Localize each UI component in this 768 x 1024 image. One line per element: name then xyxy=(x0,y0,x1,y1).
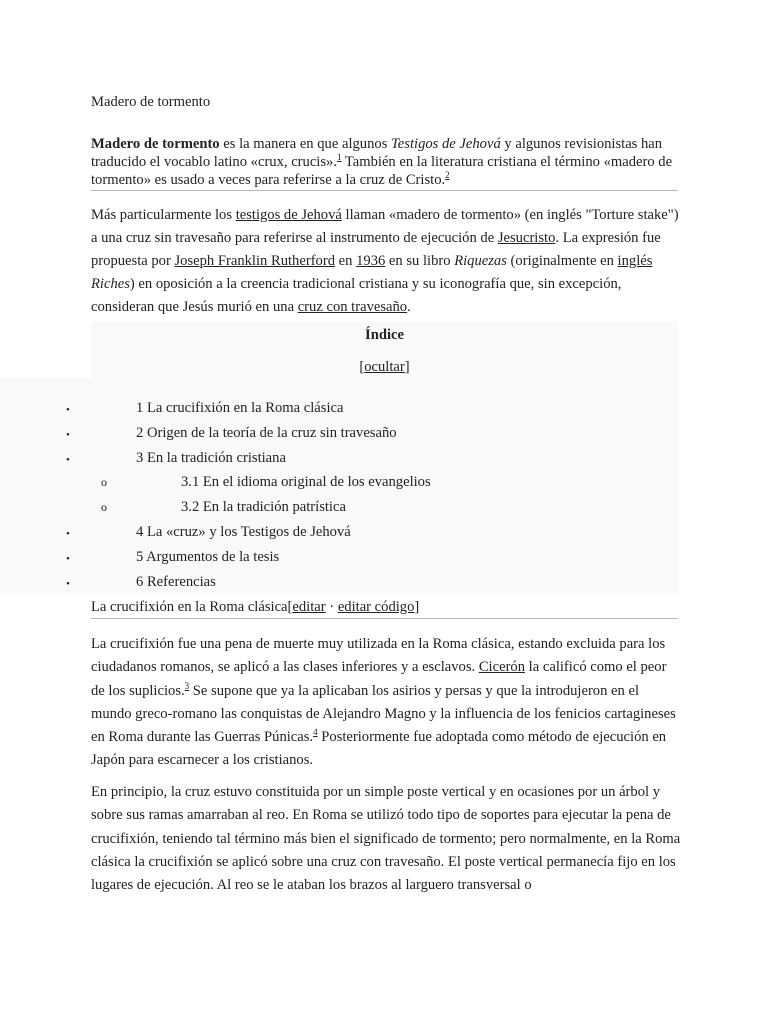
divider xyxy=(91,190,678,191)
bracket: [ xyxy=(359,359,365,375)
reference-link[interactable]: 2 xyxy=(445,170,450,181)
sub-bullet-icon: o xyxy=(101,500,107,514)
divider xyxy=(91,618,678,619)
paragraph-text: en su libro xyxy=(385,253,455,269)
separator: · xyxy=(325,599,338,615)
paragraph-text: en xyxy=(335,253,357,269)
link-testigos[interactable]: testigos de Jehová xyxy=(235,207,342,223)
link-rutherford[interactable]: Joseph Franklin Rutherford xyxy=(174,253,336,269)
link-1936[interactable]: 1936 xyxy=(356,253,386,269)
link-ciceron[interactable]: Cicerón xyxy=(478,659,526,676)
toc-title: Índice xyxy=(365,327,404,343)
section-heading-text: La crucifixión en la Roma clásica xyxy=(91,599,288,615)
toc-hide-link[interactable]: ocultar xyxy=(364,359,405,375)
link-cruz-con-travesano[interactable]: cruz con travesaño xyxy=(297,299,408,315)
lead-text: También en la literatura cristiana el término «madero de tormento» es usado a veces para referirse a la cruz de Cristo. xyxy=(91,154,673,188)
edit-code-link[interactable]: editar código xyxy=(337,599,415,615)
paragraph-text: Más particularmente los xyxy=(91,207,236,223)
bullet-icon: • xyxy=(66,528,70,540)
paragraph-text: ) en oposición a la creencia tradicional cristiana y su iconografía que, sin excepción, consideran que Jesús murió en una xyxy=(91,276,622,315)
toc-toggle xyxy=(91,359,678,376)
reference-link[interactable]: 1 xyxy=(337,152,342,163)
body-paragraph: En principio, la cruz estuvo constituida por un simple poste vertical y en ocasiones por un árbol y sobre sus ramas amarraban al reo. En Roma se utilizó todo tipo de soportes para ejecutar la pena de crucifixión, teniendo tal término más bien el significado de tormento; pero normalmente, en la Roma clásica la crucifixión se aplicó sobre una cruz con travesaño. El poste vertical permanecía fijo en los lugares de ejecución. Al reo se le ataban los brazos al larguero transversal o xyxy=(91,784,681,894)
toc-item[interactable]: 5 Argumentos de la tesis xyxy=(136,549,280,565)
paragraph-text: la calificó como el peor de los suplicios. xyxy=(91,659,667,699)
bracket: ] xyxy=(404,359,410,375)
link-ingles[interactable]: inglés xyxy=(617,253,653,269)
paragraph-text: llaman «madero de tormento» (en inglés "Torture stake") a una cruz sin travesaño para referirse al instrumento de ejecución de xyxy=(91,207,679,246)
sub-bullet-icon: o xyxy=(101,475,107,489)
document-title: Madero de tormento xyxy=(91,94,211,110)
lead-text: es la manera en que algunos xyxy=(219,136,392,152)
bullet-icon: • xyxy=(66,553,70,565)
toc-item[interactable]: 2 Origen de la teoría de la cruz sin travesaño xyxy=(136,425,397,441)
bullet-icon: • xyxy=(66,454,70,466)
book-title-original: Riches xyxy=(91,276,130,292)
toc-subitem[interactable]: 3.1 En el idioma original de los evangelios xyxy=(181,474,431,490)
bracket: [ xyxy=(287,599,293,615)
reference-link[interactable]: 3 xyxy=(184,680,190,691)
lead-text: y algunos revisionistas han traducido el vocablo latino «crux, crucis». xyxy=(91,136,663,170)
paragraph-text: . La expresión fue propuesta por xyxy=(91,230,661,269)
bullet-icon: • xyxy=(66,429,70,441)
paragraph-text: Se supone que ya la aplicaban los asirios y persas y que la introdujeron en el mundo greco-romano las conquistas de Alejandro Magno y la influencia de los fenicios cartagineses en Roma durante las Guerras Púnicas. xyxy=(91,682,676,746)
paragraph-text: La crucifixión fue una pena de muerte muy utilizada en la Roma clásica, estando excluida para los ciudadanos romanos, se aplicó a las clases inferiores y a esclavos. xyxy=(91,636,666,676)
book-title: Riquezas xyxy=(454,253,507,269)
bullet-icon: • xyxy=(66,404,70,416)
paragraph-text: Posteriormente fue adoptada como método de ejecución en Japón para escarnecer a los cristianos. xyxy=(91,729,667,769)
reference-link[interactable]: 4 xyxy=(313,727,318,738)
toc-item[interactable]: 1 La crucifixión en la Roma clásica xyxy=(136,400,344,416)
body-paragraph xyxy=(91,633,683,773)
link-jesucristo[interactable]: Jesucristo xyxy=(497,230,556,246)
intro-paragraph xyxy=(91,204,681,319)
bullet-icon: • xyxy=(66,578,70,590)
bracket: ] xyxy=(414,599,420,615)
lead-italic: Testigos de Jehová xyxy=(391,136,501,152)
toc-item[interactable]: 4 La «cruz» y los Testigos de Jehová xyxy=(136,524,351,540)
toc-box-left xyxy=(0,378,91,593)
toc-item[interactable]: 3 En la tradición cristiana xyxy=(136,450,286,466)
paragraph-text: (originalmente en xyxy=(506,253,618,269)
paragraph-text: . xyxy=(407,299,411,315)
toc-subitem[interactable]: 3.2 En la tradición patrística xyxy=(181,499,346,515)
edit-link[interactable]: editar xyxy=(292,599,326,615)
lead-bold-term: Madero de tormento xyxy=(91,136,220,152)
section-heading xyxy=(91,599,419,616)
lead-paragraph xyxy=(91,135,681,189)
toc-item[interactable]: 6 Referencias xyxy=(136,574,216,590)
